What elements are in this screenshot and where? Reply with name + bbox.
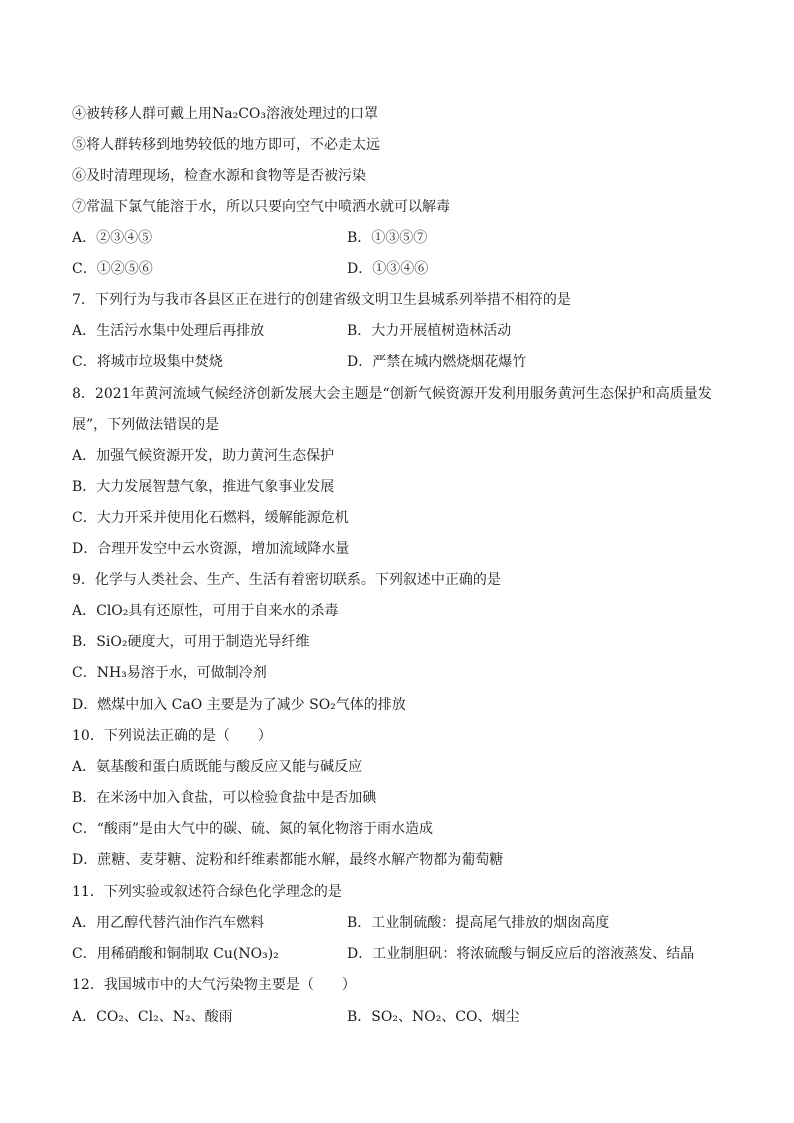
q12-stem: 12．我国城市中的大气污染物主要是（ ） <box>72 977 356 993</box>
q11-option-d: D．工业制胆矾：将浓硫酸与铜反应后的溶液蒸发、结晶 <box>347 946 695 962</box>
q6-option-a: A．②③④⑤ <box>72 230 153 246</box>
q10-option-a: A．氨基酸和蛋白质既能与酸反应又能与碱反应 <box>72 759 363 775</box>
q10-stem: 10．下列说法正确的是（ ） <box>72 728 272 744</box>
item-4: ④被转移人群可戴上用Na₂CO₃溶液处理过的口罩 <box>72 106 379 122</box>
q11-option-a: A．用乙醇代替汽油作汽车燃料 <box>72 915 265 931</box>
q6-options-row-2 <box>72 259 722 279</box>
q9-option-c: C．NH₃易溶于水，可做制冷剂 <box>72 665 267 681</box>
q7-options-row-2 <box>72 352 722 372</box>
q8-stem-line-1: 8．2021年黄河流域气候经济创新发展大会主题是“创新气候资源开发利用服务黄河生态保护和高质量发 <box>72 386 712 402</box>
q7-options-row-1 <box>72 321 722 341</box>
item-7: ⑦常温下氯气能溶于水，所以只要向空气中喷洒水就可以解毒 <box>72 199 450 215</box>
q12-options-row-1 <box>72 1007 722 1027</box>
q10-option-c: C．“酸雨”是由大气中的碳、硫、氮的氧化物溶于雨水造成 <box>72 821 434 837</box>
q7-option-b: B．大力开展植树造林活动 <box>347 323 512 339</box>
q10-option-d: D．蔗糖、麦芽糖、淀粉和纤维素都能水解，最终水解产物都为葡萄糖 <box>72 852 504 868</box>
q8-option-a: A．加强气候资源开发，助力黄河生态保护 <box>72 448 335 464</box>
q8-option-d: D．合理开发空中云水资源，增加流域降水量 <box>72 541 350 557</box>
q9-stem: 9．化学与人类社会、生产、生活有着密切联系。下列叙述中正确的是 <box>72 572 501 588</box>
q7-option-c: C．将城市垃圾集中焚烧 <box>72 354 223 370</box>
q7-stem: 7．下列行为与我市各县区正在进行的创建省级文明卫生县城系列举措不相符的是 <box>72 292 571 308</box>
q6-option-d: D．①③④⑥ <box>347 261 429 277</box>
q6-option-c: C．①②⑤⑥ <box>72 261 153 277</box>
q7-option-a: A．生活污水集中处理后再排放 <box>72 323 265 339</box>
q9-option-d: D．燃煤中加入 CaO 主要是为了减少 SO₂气体的排放 <box>72 697 406 713</box>
q12-option-b: B．SO₂、NO₂、CO、烟尘 <box>347 1009 520 1025</box>
q10-option-b: B．在米汤中加入食盐，可以检验食盐中是否加碘 <box>72 790 377 806</box>
q11-options-row-2 <box>72 944 722 964</box>
q9-option-a: A．ClO₂具有还原性，可用于自来水的杀毒 <box>72 603 339 619</box>
q7-option-d: D．严禁在城内燃烧烟花爆竹 <box>347 354 527 370</box>
item-6: ⑥及时清理现场，检查水源和食物等是否被污染 <box>72 168 366 184</box>
q8-option-b: B．大力发展智慧气象，推进气象事业发展 <box>72 479 335 495</box>
q12-option-a: A．CO₂、Cl₂、N₂、酸雨 <box>72 1009 233 1025</box>
q9-option-b: B．SiO₂硬度大，可用于制造光导纤维 <box>72 634 310 650</box>
item-5: ⑤将人群转移到地势较低的地方即可，不必走太远 <box>72 137 380 153</box>
q11-option-b: B．工业制硫酸：提高尾气排放的烟囱高度 <box>347 915 610 931</box>
q8-option-c: C．大力开采并使用化石燃料，缓解能源危机 <box>72 510 349 526</box>
q11-stem: 11．下列实验或叙述符合绿色化学理念的是 <box>72 884 342 900</box>
q6-options-row-1 <box>72 228 722 248</box>
q8-stem-line-2: 展”，下列做法错误的是 <box>72 417 220 433</box>
q6-option-b: B．①③⑤⑦ <box>347 230 428 246</box>
q11-option-c: C．用稀硝酸和铜制取 Cu(NO₃)₂ <box>72 946 279 962</box>
q11-options-row-1 <box>72 913 722 933</box>
